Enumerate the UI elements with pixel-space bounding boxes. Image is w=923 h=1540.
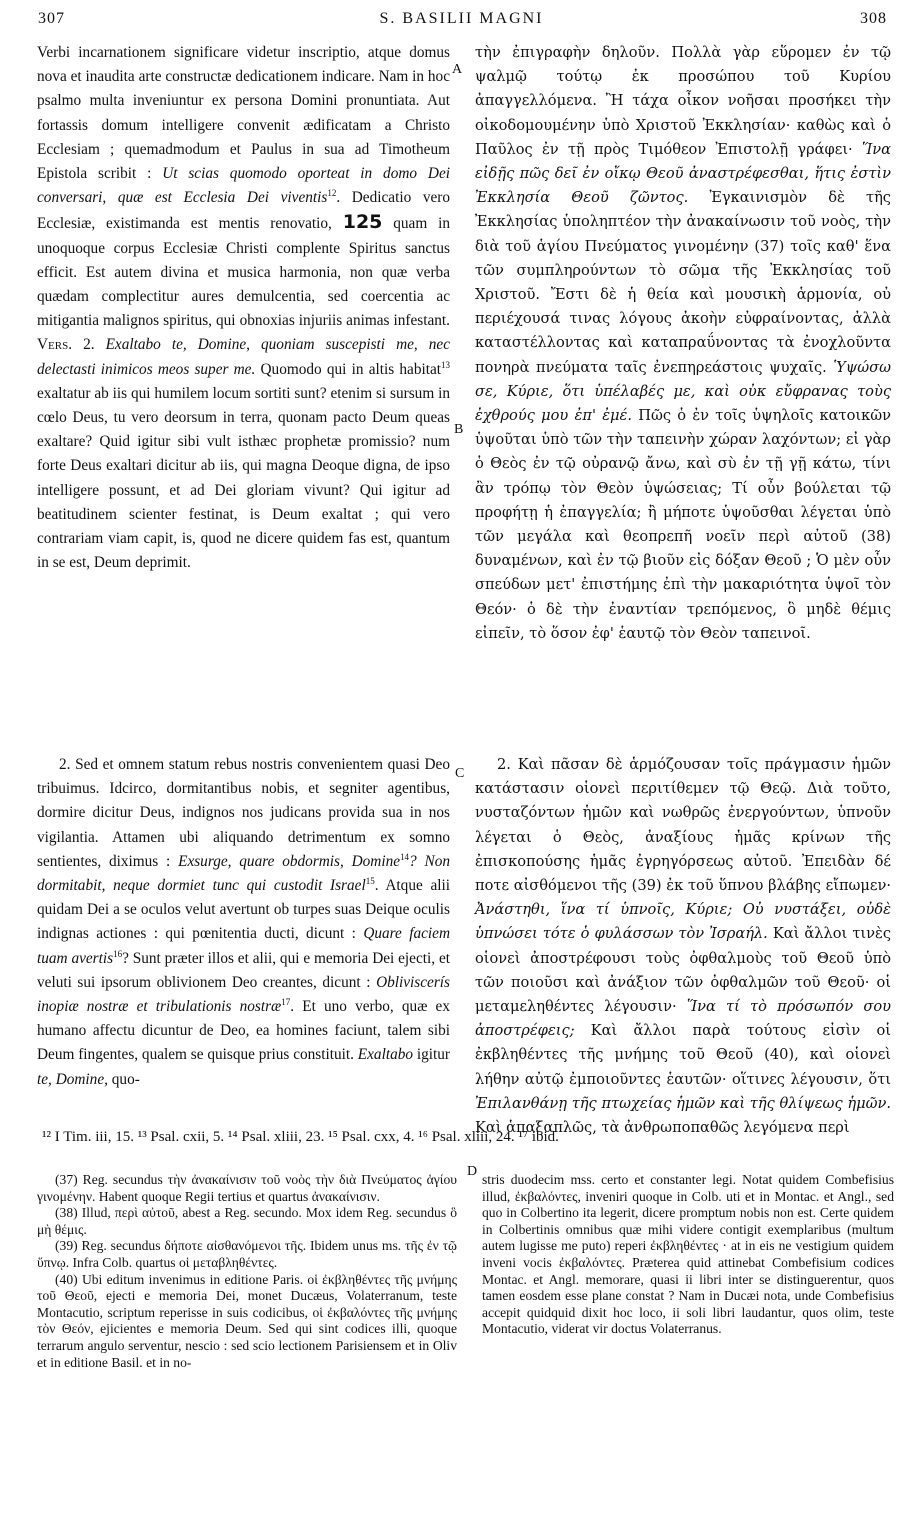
latin-quotation: ? Non dormitabit, neque dormiet tunc qui custodit Israel (37, 852, 450, 895)
verse-label: Vers. 2. (37, 336, 95, 354)
latin-paragraph-1 (37, 41, 450, 575)
greek-quotation: Ὑψώσω σε, Κύριε, ὅτι ὑπέλαβές με, καὶ οὐκ εὔφρανας τοὺς ἐχθρούς μου ἐπ' ἐμέ. (475, 358, 891, 425)
greek-quotation: Ἐπιλανθάνῃ τῆς πτωχείας ἡμῶν καὶ τῆς θλίψεως ἡμῶν. (475, 1094, 891, 1112)
greek-paragraph-2 (475, 753, 891, 1140)
greek-quotation: Ἵνα τί τὸ πρόσωπόν σου ἀποστρέφεις; (475, 998, 891, 1040)
running-title: S. BASILII MAGNI (379, 10, 544, 27)
latin-text: quam in unoquoque corpus Ecclesiæ Christi complente Spiritus sanctus efficit. Est autem divina et musica harmonia, non quæ verba quædam complectitur aures demulcentia, sed coercentia ac mitigantia malignos spiritus, qui obnoxias injuriis animas infestant. (37, 215, 450, 330)
latin-quotation: Quare faciem tuam avertis (37, 925, 450, 967)
margin-marker-c: C (455, 766, 465, 781)
greek-quotation: Ἀνάστηθι, ἵνα τί ὑπνοῖς, Κύριε; Οὐ νυστάξει, οὐδὲ ὑπνώσει τότε ὁ φυλάσσων τὸν Ἰσραήλ. (475, 901, 891, 943)
margin-marker-d: D (467, 1164, 478, 1179)
critical-notes-right (482, 1172, 894, 1338)
margin-marker-b: B (454, 422, 464, 437)
greek-text: τὴν ἐπιγραφὴν δηλοῦν. Πολλὰ γὰρ εὕρομεν ἐν τῷ ψαλμῷ τούτῳ ἐκ προσώπου τοῦ Κυρίου ἀπαγγελλόμενα. Ἢ τάχα οἶκον νοῆσαι προσήκει τὴν οἰκοδομουμένην ὑπὸ Χριστοῦ Ἐκκλησίαν· καθὼς καὶ ὁ Παῦλος ἐν τῇ πρὸς Τιμόθεον Ἐπιστολῇ γράφει· (475, 44, 891, 158)
latin-quotation: Obliviscerís inopiæ nostræ et tribulationis nostræ (37, 973, 450, 1016)
margin-marker-a: A (452, 62, 463, 77)
latin-quotation: Exsurge, quare obdormis, Domine (178, 852, 401, 870)
latin-quotation: Ut scias quomodo oporteat in domo Dei conversari, quæ est Ecclesia Dei viventis (37, 165, 450, 207)
footnote-ref: 12 (327, 188, 337, 199)
critical-note: (37) Reg. secundus τὴν ἀνακαίνισιν τοῦ νοὸς τὴν διὰ Πνεύματος ἁγίου γινομένην. Habent quoque Regii tertius et quartus ἀνακαίνισιν. (37, 1172, 457, 1204)
latin-quotation: Exaltabo te, Domine, quoniam suscepisti me, nec delectasti inimicos meos super me. (37, 336, 450, 378)
footnote-ref: 17 (281, 996, 291, 1007)
latin-text: Verbi incarnationem significare videtur inscriptio, atque domus nova et inaudita arte constructæ dedicationem indicare. Nam in hoc psalmo multa inveniuntur ex persona Domini pronuntiata. Aut fortassis domum intelligere convenit ædificatam a Christo Ecclesiam ; quemadmodum et Paulus in sua ad Timotheum Epistola scribit : (37, 44, 450, 183)
latin-text: 2. Sed et omnem statum rebus nostris convenientem quasi Deo tribuimus. Idcirco, dormitantibus nobis, et segniter agentibus, dormire dicitur Deus, indignos nos judicans provida sua in nos vigilantia. Attamen ubi aliquando detrimentum ex somno sentientes, diximus : (37, 756, 450, 870)
latin-text: ? Sunt præter illos et alii, qui e memoria Dei ejecti, et veluti sui ipsorum oblivionem Deo creantes, dicunt : (37, 949, 450, 991)
greek-text: Ἐγκαινισμὸν δὲ τῆς Ἐκκλησίας ὑποληπτέον τὴν ἀνακαίνωσιν τοῦ νοὸς, τὴν διὰ τοῦ ἁγίου Πνεύματος γινομένην (37) τοῖς καθ' ἕνα τῶν συμπληρούντων τὸ σῶμα τῆς Ἐκκλησίας τοῦ Χριστοῦ. Ἔστι δὲ ἡ θεία καὶ μουσικὴ ἁρμονία, οὐ περιέχουσά τινας λόγους ἀκοὴν εὐφραίνοντας, ἀλλὰ καταστέλλοντας καὶ καταπραΰνοντας τὰ ἐνοχλοῦντα πονηρὰ πνεύματα ταῖς ἐνεπηρεάστοις ψυχαῖς. (475, 189, 891, 376)
footnote-ref: 16 (113, 948, 123, 959)
greek-text: Καὶ ἄλλοι τινὲς οἱονεὶ ἀποστρέφουσι τοὺς ὀφθαλμοὺς τοῦ Θεοῦ ὑπὸ τῶν ποιοῦσι καὶ ἀνάξιον τῶν ὀφθαλμῶν τοῦ Θεοῦ· οἱ μεταμεληθέντες λέγουσιν· (475, 925, 892, 1016)
latin-quotation: Exaltabo (357, 1046, 414, 1064)
page-header (28, 10, 895, 34)
critical-note: (40) Ubi editum invenimus in editione Paris. οἱ ἐκβληθέντες τῆς μνήμης τοῦ Θεοῦ, ejecti e memoria Dei, monet Ducæus, Volaterranum, teste Montacutio, scriptum reperisse in suis codicibus, οἱ ἐκβαλόντες τῆς μνήμης τὸν Θεόν, ejicientes e memoria Deum. Sed qui sint codices illi, quoque terrarum angulo serventur, nescio : sed scio lectionem Parisiensem et in Oliv et in editione Basil. et in no- (37, 1271, 457, 1370)
latin-paragraph-2 (37, 753, 450, 1092)
greek-paragraph-1 (475, 41, 891, 646)
left-page-number: 307 (38, 10, 65, 27)
column-number: 125 (342, 211, 383, 234)
critical-note: (39) Reg. secundus δήποτε αἰσθανόμενοι τῆς. Ibidem unus ms. τῆς ἐν τῷ ὕπνῳ. Infra Colb. quartus οἱ μεταβληθέντες. (37, 1238, 457, 1270)
right-page-number: 308 (860, 10, 887, 27)
latin-text: . Dedicatio vero Ecclesiæ, existimanda est mentis renovatio, (37, 189, 450, 233)
footnote-ref: 15 (365, 875, 375, 886)
latin-text: Quomodo qui in altis habitat (255, 360, 442, 378)
footnote-ref: 13 (441, 359, 451, 370)
latin-text: . Et uno verbo, quæ ex humano affectu dicuntur de Deo, ea homines faciunt, talem sibi Deum fingentes, qualem se quisque prius constituit. (37, 998, 450, 1064)
scripture-footnotes: ¹² I Tim. iii, 15. ¹³ Psal. cxii, 5. ¹⁴ Psal. xliii, 23. ¹⁵ Psal. cxx, 4. ¹⁶ Psal. xliii, 24. ¹⁷ ibid. (42, 1129, 559, 1145)
latin-text: . Atque alii quidam Dei a se oculos velut avertunt ob turpes suas Deique oculis indignas actiones : qui pœnitentia ducti, dicunt : (37, 877, 450, 943)
greek-text: 2. Καὶ πᾶσαν δὲ ἁρμόζουσαν τοῖς πράγμασιν ἡμῶν κατάστασιν οἱονεὶ περιτίθεμεν τῷ Θεῷ. Διὰ τοῦτο, νυσταζόντων ἡμῶν καὶ νωθρῶς ἐνεργούντων, ὑπνοῦν λέγεται ὁ Θεὸς, ἀναξίους ἡμᾶς κρίνων τῆς ἐπισκοπούσης ἡμᾶς ἐγρηγόρσεως αὐτοῦ. Ἐπειδὰν δέ ποτε αἰσθόμενοι τῆς (39) ἐκ τοῦ ὕπνου βλάβης εἴπωμεν· (475, 756, 891, 895)
latin-text: quo- (107, 1070, 140, 1088)
greek-text: Πῶς ὁ ἐν τοῖς ὑψηλοῖς κατοικῶν ὑψοῦται ὑπὸ τῶν τὴν ταπεινὴν χώραν λαχόντων; εἰ γὰρ ὁ Θεὸς ἐν τῷ οὐρανῷ ἄνω, καὶ σὺ ἐν τῇ γῇ κάτω, τίνι ἂν τρόπῳ τὸν Θεὸν ὑψώσειας; Τί οὖν βούλεται τῷ προφήτῃ ἡ ἐπαγγελία; ἢ μήποτε ὑψοῦσθαι λέγεται ὑπὸ τῶν μεγάλα καὶ θεοπρεπῆ νοεῖν περὶ αὐτοῦ (38) δυναμένων, καὶ ἐν τῷ βιοῦν εἰς δόξαν Θεοῦ ; Ὁ μὲν οὖν σπεύδων μετ' ἐπιστήμης ἐπὶ τὴν μακαριότητα ὑψοῖ τὸν Θεόν· ὁ δὲ τὴν ἐναντίαν τρεπόμενος, ὃ μηδὲ θέμις εἰπεῖν, τὸ ὅσον ἐφ' ἑαυτῷ τὸν Θεὸν ταπεινοῖ. (475, 407, 891, 642)
critical-note-continued: stris duodecim mss. certo et constanter legi. Notat quidem Combefisius illud, ἐκβαλόντες, inveniri quoque in Colb. uti et in Montac. et Angl., sed quo in Colbertino ita legerit, dicere promptum nobis non est. Certe quidem in Colbertinis omnibus quæ mihi videre contigit exemplaribus (multum autem lugisse me puto) reperi ἐκβληθέντες · at in eis ne vestigium quidem inveni vocis ἐκβαλόντες. Præterea quid attinebat Combefisium codices Montac. et Angl. memorare, quasi ii libri inter se distinguerentur, quos tamen eosdem esse plane constat ? Nam in Ducæi nota, unde Combefisius accepit quidquid dixit hoc loco, ii soli libri laudantur, quos olim, teste Montacutio, viderat vir doctus Volaterranus. (482, 1172, 894, 1337)
greek-text: Καὶ ἄλλοι παρὰ τούτους εἰσὶν οἱ ἐκβληθέντες τῆς μνήμης τοῦ Θεοῦ (40), καὶ οἱονεὶ λήθην αὐτῷ ἐμποιοῦντες ἑαυτῶν· οἵτινες λέγουσιν, ὅτι (475, 1022, 891, 1088)
critical-notes-left (37, 1172, 457, 1371)
critical-note: (38) Illud, περὶ αὐτοῦ, abest a Reg. secundo. Mox idem Reg. secundus ὃ μὴ θέμις. (37, 1205, 457, 1237)
latin-column (37, 41, 451, 1088)
latin-text: exaltatur ab iis qui humilem locum sortiti sunt? etenim si sursum in cœlo Deus, tu vero deorsum in terra, quonam pacto Deum queas exaltare? Quid igitur sibi vult isthæc prophetæ promissio? num forte Deus exaltari dicitur ab iis, qui magna Deoque digna, de ipso intelligere possunt, et ad Dei gloriam vivunt? Qui igitur ad beatitudinem scienter festinat, is Deum exaltat ; qui vero contrariam viam capit, is, quod ne dicere quidem fas est, quantum in se est, Deum deprimit. (37, 384, 450, 572)
greek-column (475, 41, 892, 1137)
greek-text: Καὶ ἁπαξαπλῶς, τὰ ἀνθρωποπαθῶς λεγόμενα περὶ (475, 1119, 850, 1137)
greek-quotation: Ἵνα εἰδῇς πῶς δεῖ ἐν οἴκῳ Θεοῦ ἀναστρέφεσθαι, ἥτις ἐστὶν Ἐκκλησία Θεοῦ ζῶντος. (475, 140, 891, 207)
footnote-ref: 14 (400, 851, 410, 862)
latin-text: igitur (413, 1046, 451, 1064)
latin-quotation: te, Domine, (37, 1070, 108, 1088)
